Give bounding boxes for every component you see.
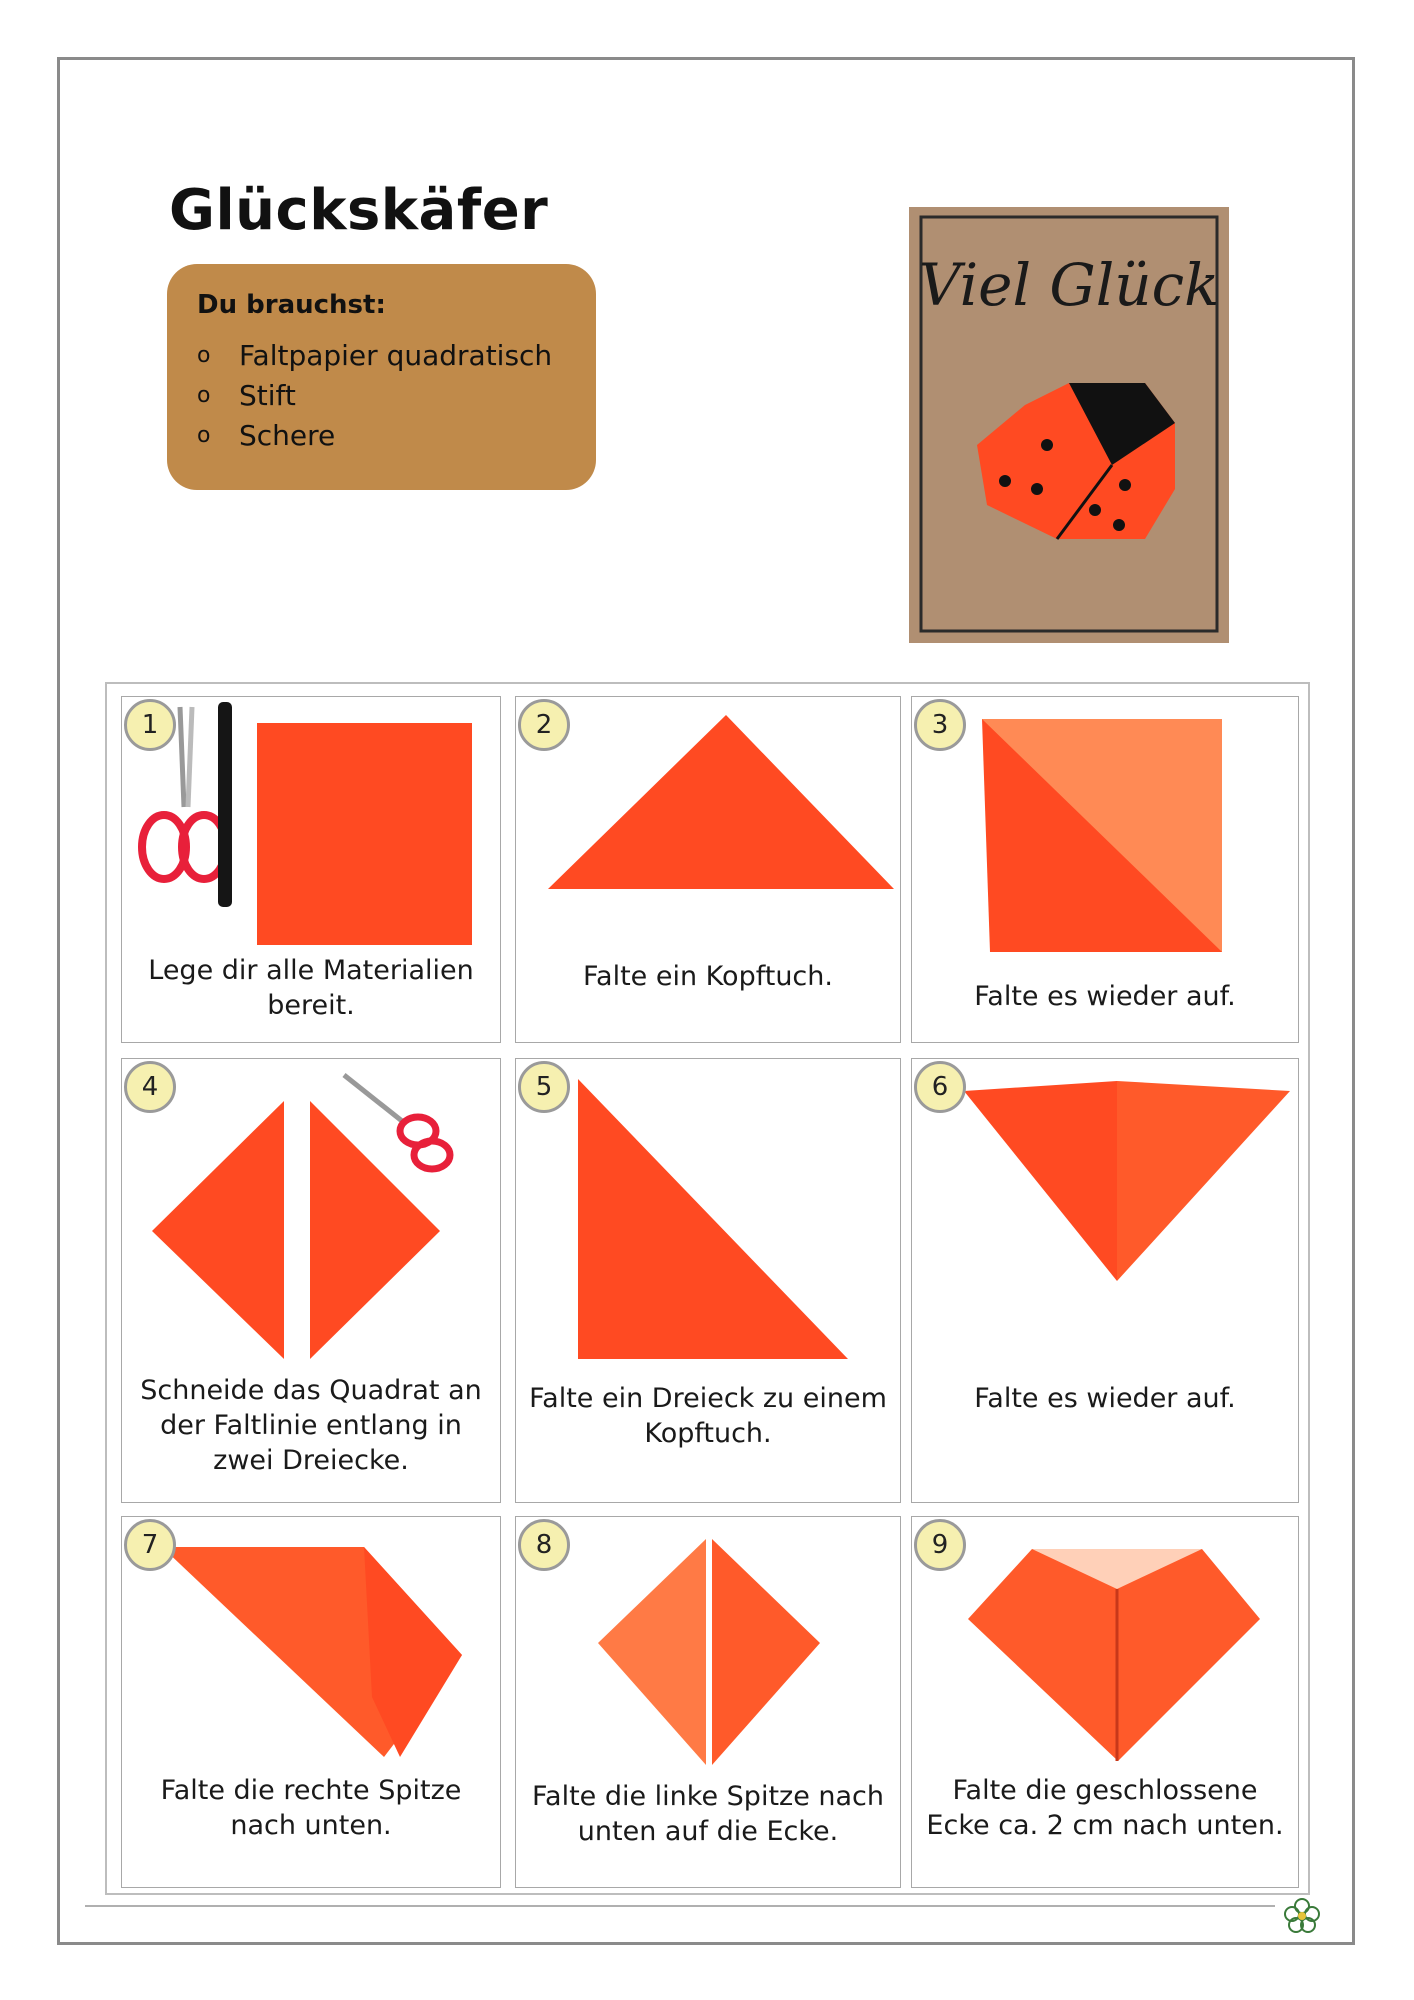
step-caption: Lege dir alle Materialien bereit. xyxy=(148,955,474,1021)
page-title: Glückskäfer xyxy=(169,178,549,243)
step-number-badge: 6 xyxy=(914,1061,966,1113)
step-number-badge: 9 xyxy=(914,1519,966,1571)
step-caption: Falte es wieder auf. xyxy=(974,981,1236,1012)
materials-list xyxy=(197,336,566,456)
materials-item: o Faltpapier quadratisch xyxy=(197,336,566,376)
step-caption: Falte ein Dreieck zu einem Kopftuch. xyxy=(529,1383,887,1449)
materials-box xyxy=(167,264,596,490)
step-4 xyxy=(121,1058,501,1503)
step-5 xyxy=(515,1058,901,1503)
step-7 xyxy=(121,1516,501,1888)
step-8 xyxy=(515,1516,901,1888)
card-text: Viel Glück xyxy=(918,251,1220,319)
flower-logo-icon xyxy=(1278,1892,1326,1940)
step-6-illustration xyxy=(912,1059,1299,1503)
bullet: o xyxy=(197,423,211,448)
step-9 xyxy=(911,1516,1299,1888)
step-6 xyxy=(911,1058,1299,1503)
step-caption: Falte die geschlossene Ecke ca. 2 cm nach unten. xyxy=(926,1775,1284,1841)
bullet: o xyxy=(197,383,211,408)
square-paper xyxy=(257,723,472,945)
pen-icon xyxy=(218,702,232,907)
step-number-badge: 2 xyxy=(518,699,570,751)
step-caption: Falte es wieder auf. xyxy=(974,1383,1236,1414)
materials-item: o Schere xyxy=(197,416,566,456)
footer-divider xyxy=(85,1905,1275,1907)
step-caption: Falte die linke Spitze nach unten auf die Ecke. xyxy=(531,1781,885,1847)
step-number-badge: 4 xyxy=(124,1061,176,1113)
steps-grid xyxy=(105,682,1310,1895)
step-1 xyxy=(121,696,501,1043)
materials-item: o Stift xyxy=(197,376,566,416)
step-number-badge: 5 xyxy=(518,1061,570,1113)
step-number-badge: 1 xyxy=(124,699,176,751)
step-number-badge: 8 xyxy=(518,1519,570,1571)
step-caption: Falte ein Kopftuch. xyxy=(583,961,833,992)
step-caption: Schneide das Quadrat an der Faltlinie entlang in zwei Dreiecke. xyxy=(140,1375,482,1476)
step-3 xyxy=(911,696,1299,1043)
step-number-badge: 3 xyxy=(914,699,966,751)
bullet: o xyxy=(197,343,211,368)
step-caption: Falte die rechte Spitze nach unten. xyxy=(160,1775,462,1841)
ladybug-card-image xyxy=(907,205,1231,645)
materials-heading: Du brauchst: xyxy=(197,290,386,320)
step-2 xyxy=(515,696,901,1043)
step-number-badge: 7 xyxy=(124,1519,176,1571)
